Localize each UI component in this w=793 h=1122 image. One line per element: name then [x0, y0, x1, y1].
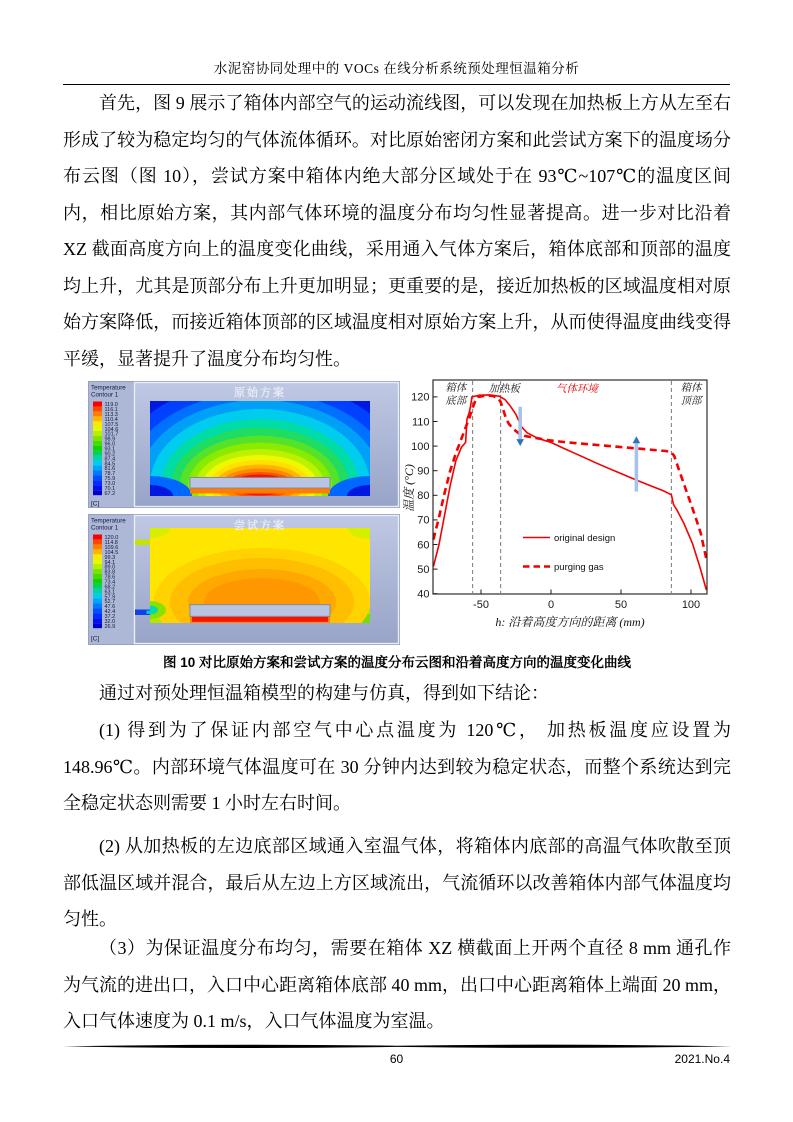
contour-trial-svg	[88, 514, 400, 645]
colorbar-value: 52.7	[104, 599, 116, 606]
colorbar-value: 99.3	[104, 554, 116, 561]
paragraph-intro: 首先，图 9 展示了箱体内部空气的运动流线图，可以发现在加热板上方从左至右形成了较为稳定均匀的气体流体循环。对比原始密闭方案和此尝试方案下的温度场分布云图（图 10），尝试方案中箱体内绝大部分区域处于在 93℃~107℃的温度区间内，相比原始方案，其内部气体环境的温度分布均匀性显著提高。进一步对比沿着 XZ 截面高度方向上的温度变化曲线，采用通入气体方案后，箱体底部和顶部的温度均上升，尤其是顶部分布上升更加明显；更重要的是，接近加热板的区域温度相对原始方案降低，而接近箱体顶部的区域温度相对原始方案上升，从而使得温度曲线变得平缓，显著提升了温度分布均匀性。	[63, 93, 731, 369]
colorbar-swatch	[93, 431, 102, 436]
colorbar-value: 63.1	[104, 589, 116, 596]
contour-title-original: 原始方案	[234, 387, 286, 399]
running-header: 水泥窑协同处理中的 VOCs 在线分析系统预处理恒温箱分析	[213, 61, 580, 76]
heater-glow	[190, 488, 330, 494]
colorbar-title-line2: Contour 1	[91, 391, 119, 399]
x-tick-label: 50	[614, 599, 628, 611]
colorbar-value: 37.2	[104, 613, 116, 620]
chart-annotation: 顶部	[680, 396, 702, 407]
x-tick-label: 0	[547, 599, 555, 611]
y-tick-label: 120	[411, 391, 430, 404]
colorbar-swatch	[93, 436, 102, 441]
colorbar-swatch	[93, 480, 102, 485]
colorbar-swatch	[93, 426, 102, 431]
paragraph-conclusion-intro: 通过对预处理恒温箱模型的构建与仿真，得到如下结论：	[99, 683, 549, 703]
chart-annotation: 加热板	[488, 384, 520, 395]
colorbar-value: 120.0	[104, 535, 119, 542]
colorbar-value: 116.1	[104, 407, 118, 414]
y-tick-label: 40	[417, 588, 430, 601]
colorbar-value: 42.4	[104, 609, 116, 616]
colorbar-swatch	[93, 608, 102, 613]
colorbar-value: 68.2	[104, 584, 116, 591]
colorbar-value: 81.6	[104, 466, 116, 473]
y-tick-label: 80	[417, 490, 430, 503]
colorbar-value: 90.2	[104, 451, 116, 458]
colorbar-swatch	[93, 604, 102, 609]
colorbar-value: 47.6	[104, 604, 116, 611]
trend-arrow-head	[516, 439, 524, 446]
colorbar-swatch	[93, 456, 102, 461]
trend-arrow-head	[633, 436, 641, 443]
colorbar-value: 87.4	[104, 456, 116, 463]
colorbar-value: 57.9	[104, 594, 116, 601]
y-tick-label: 50	[417, 563, 430, 576]
colorbar-value: 83.8	[104, 569, 116, 576]
y-axis-label: 温度 (°C)	[402, 464, 416, 512]
colorbar-swatch	[93, 594, 102, 599]
paragraph-conclusion-1: (1) 得到为了保证内部空气中心点温度为 120℃， 加热板温度应设置为 148.96℃。内部环境气体温度可在 30 分钟内达到较为稳定状态，而整个系统达到完全稳定状态则需要 1 小时左右时间。	[63, 720, 731, 813]
colorbar-value: 104.6	[104, 426, 119, 433]
chart-annotation: 气体环境	[555, 384, 598, 395]
colorbar-value: 94.1	[104, 559, 116, 566]
paragraph-conclusion-2: (2) 从加热板的左边底部区域通入室温气体，将箱体内底部的高温气体吹散至顶部低温区域并混合，最后从左边上方区域流出，气流循环以改善箱体内部气体温度均匀性。	[63, 836, 731, 929]
contour-panel-original	[88, 381, 400, 508]
outlet-stub	[135, 540, 151, 546]
heating-plate	[190, 478, 330, 489]
colorbar-swatch	[93, 544, 102, 549]
colorbar-swatch	[93, 554, 102, 559]
contour-title-trial: 尝试方案	[234, 520, 286, 532]
colorbar-unit: [C]	[91, 500, 100, 508]
colorbar-swatch	[93, 559, 102, 564]
colorbar-swatch	[93, 584, 102, 589]
colorbar-value: 75.9	[104, 476, 116, 483]
colorbar-swatch	[93, 475, 102, 480]
colorbar-value: 98.9	[104, 436, 116, 443]
colorbar-value: 89.0	[104, 564, 116, 571]
series-solid	[433, 395, 706, 590]
chart-annotation: 箱体	[680, 383, 702, 394]
paragraph-conclusion-3: （3）为保证温度分布均匀，需要在箱体 XZ 横截面上开两个直径 8 mm 通孔作为气流的进出口，入口中心距离箱体底部 40 mm，出口中心距离箱体上端面 20 mm，入口气体速度为 0.1 m/s，入口气体温度为室温。	[63, 938, 732, 1031]
colorbar-swatch	[93, 446, 102, 451]
legend-label: purging gas	[554, 562, 604, 573]
colorbar-value: 113.3	[104, 411, 118, 418]
colorbar-swatch	[93, 490, 102, 495]
colorbar-swatch	[93, 485, 102, 490]
colorbar-swatch	[93, 613, 102, 618]
colorbar-value: 110.4	[104, 416, 118, 423]
colorbar-swatch	[93, 402, 102, 407]
x-axis-label: h: 沿着高度方向的距离 (mm)	[495, 615, 645, 629]
colorbar-swatch	[93, 579, 102, 584]
colorbar-value: 73.4	[104, 579, 116, 586]
colorbar-value: 84.5	[104, 461, 116, 468]
colorbar-value: 101.7	[104, 431, 119, 438]
colorbar-value: 104.5	[104, 549, 119, 556]
y-tick-label: 90	[417, 465, 430, 478]
footer-rule	[63, 1043, 732, 1050]
colorbar-value: 67.2	[104, 490, 116, 497]
legend-label: original design	[554, 533, 616, 544]
figure-caption: 图 10 对比原始方案和尝试方案的温度分布云图和沿着高度方向的温度变化曲线	[162, 655, 632, 670]
y-tick-label: 110	[411, 416, 430, 429]
colorbar-title-line2: Contour 1	[91, 524, 119, 532]
heating-plate	[190, 605, 330, 617]
chart-annotation: 箱体	[445, 383, 467, 394]
colorbar-unit: [C]	[91, 635, 100, 643]
colorbar-swatch	[93, 461, 102, 466]
colorbar-swatch	[93, 564, 102, 569]
colorbar-swatch	[93, 466, 102, 471]
colorbar-swatch	[93, 406, 102, 411]
contour-panel-trial	[88, 514, 400, 645]
page-number: 60	[389, 1052, 404, 1066]
colorbar-swatch	[93, 618, 102, 623]
y-tick-label: 100	[411, 440, 430, 453]
colorbar-value: 70.1	[104, 485, 116, 492]
heater-hot-strip	[192, 617, 328, 622]
colorbar-swatch	[93, 574, 102, 579]
colorbar-value: 114.8	[104, 540, 118, 547]
colorbar-swatch	[93, 421, 102, 426]
colorbar-swatch	[93, 623, 102, 628]
y-tick-label: 70	[417, 514, 430, 527]
colorbar-swatch	[93, 535, 102, 540]
colorbar-swatch	[93, 569, 102, 574]
colorbar-value: 32.0	[104, 618, 116, 625]
colorbar-swatch	[93, 471, 102, 476]
x-tick-label: 100	[681, 599, 701, 611]
colorbar-swatch	[93, 589, 102, 594]
journal-issue: 2021.No.4	[674, 1052, 730, 1066]
colorbar-title-line1: Temperature	[91, 384, 126, 392]
colorbar-value: 96.0	[104, 441, 116, 448]
colorbar-swatch	[93, 451, 102, 456]
colorbar-swatch	[93, 599, 102, 604]
contour-original-svg	[88, 381, 400, 508]
colorbar-title-line1: Temperature	[91, 517, 126, 525]
colorbar-value: 73.0	[104, 480, 116, 487]
line-chart-svg	[404, 378, 732, 640]
colorbar-value: 107.5	[104, 421, 119, 428]
colorbar-swatch	[93, 549, 102, 554]
colorbar-swatch	[93, 416, 102, 421]
colorbar-swatch	[93, 539, 102, 544]
chart-annotation: 底部	[445, 396, 467, 407]
temperature-line-chart	[404, 378, 732, 645]
colorbar-value: 78.6	[104, 574, 116, 581]
y-tick-label: 60	[417, 539, 430, 552]
colorbar-swatch	[93, 411, 102, 416]
colorbar-value: 109.6	[104, 544, 119, 551]
colorbar-value: 93.1	[104, 446, 116, 453]
x-tick-label: -50	[473, 599, 489, 611]
colorbar-value: 119.0	[104, 402, 118, 409]
colorbar-value: 26.9	[104, 623, 116, 630]
colorbar-value: 78.7	[104, 471, 116, 478]
colorbar-swatch	[93, 441, 102, 446]
